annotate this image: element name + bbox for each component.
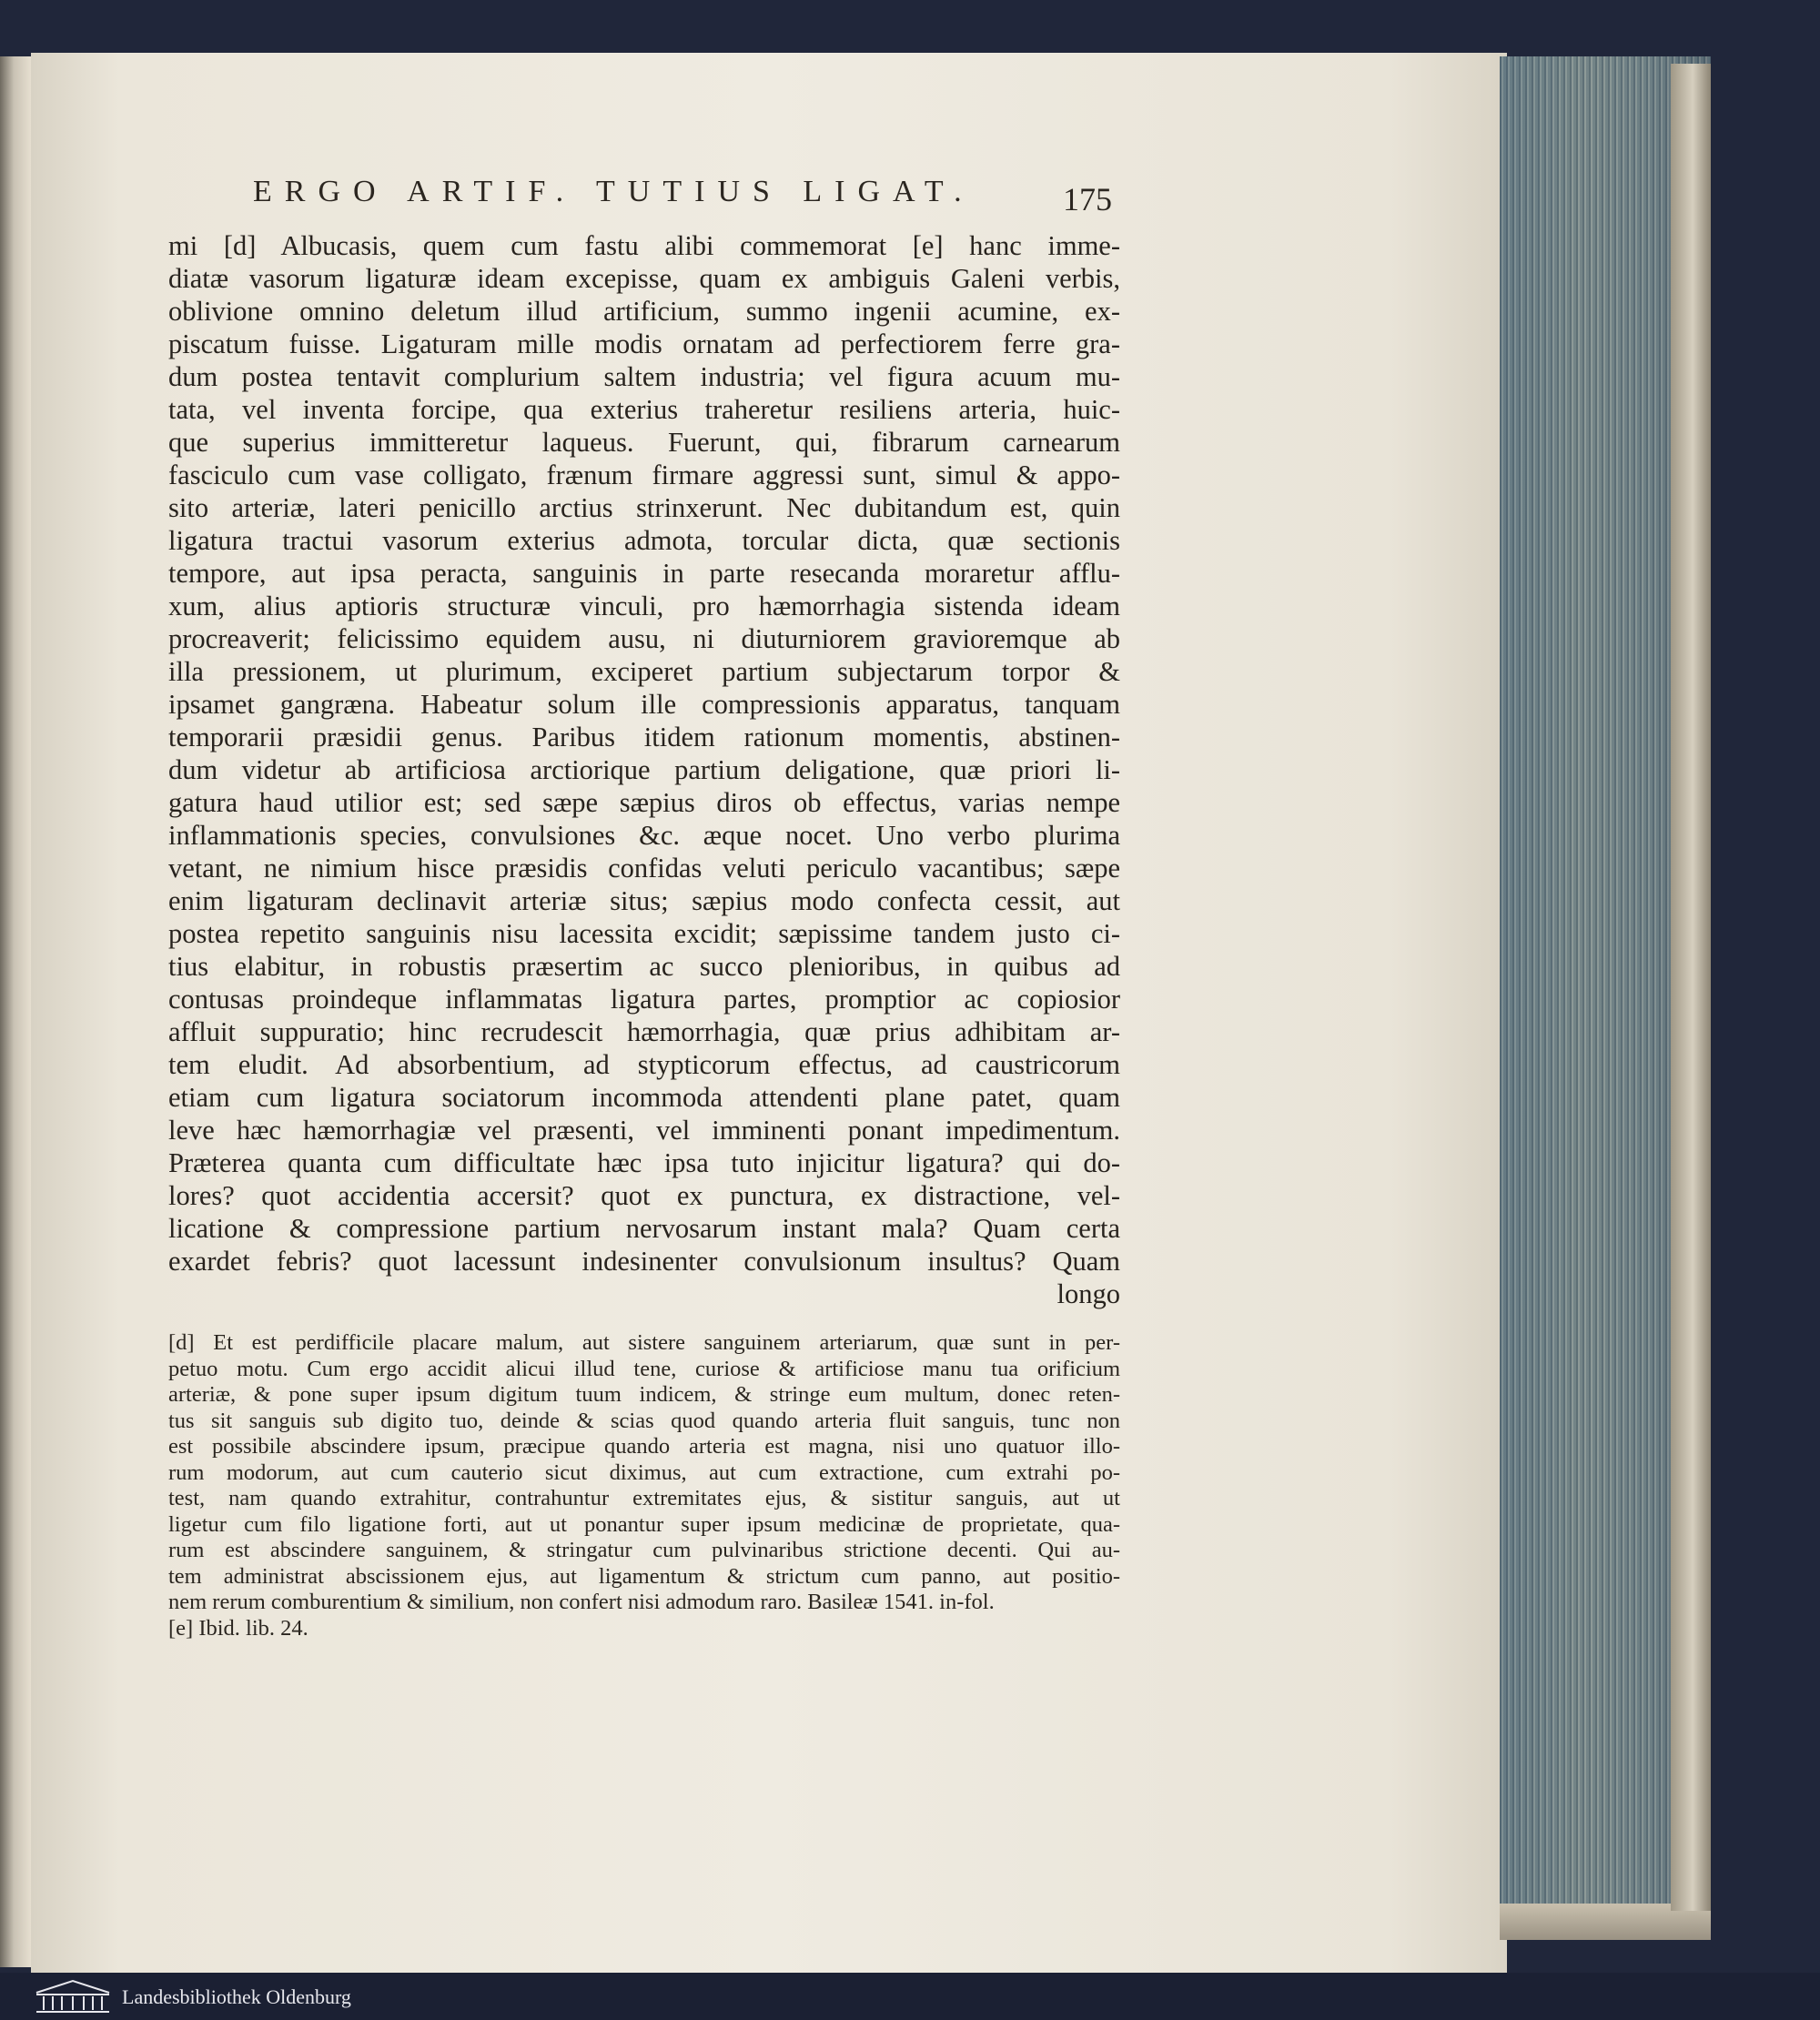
body-line: lores? quot accidentia accersit? quot ex punctura, ex distractione, vel- [168, 1180, 1120, 1211]
footnote-line: petuo motu. Cum ergo accidit alicui illud tene, curiose & artificiose manu tua orificium [168, 1356, 1120, 1381]
catchword: longo [1057, 1278, 1120, 1309]
footnote-line: rum est abscindere sanguinem, & stringatur cum pulvinaribus strictione decenti. Qui au- [168, 1538, 1120, 1562]
book-cover-edge [1671, 64, 1711, 1911]
body-line: ligatura tractui vasorum exterius admota, torcular dicta, quæ sectionis [168, 525, 1120, 556]
body-line: leve hæc hæmorrhagiæ vel præsenti, vel imminenti ponant impedimentum. [168, 1115, 1120, 1146]
body-line: tem eludit. Ad absorbentium, ad stypticorum effectus, ad caustricorum [168, 1049, 1120, 1080]
footnote-line: [d] Et est perdifficile placare malum, aut sistere sanguinem arteriarum, quæ sunt in per- [168, 1330, 1120, 1355]
body-line: gatura haud utilior est; sed sæpe sæpius diros ob effectus, varias nempe [168, 787, 1120, 818]
body-line: dum videtur ab artificiosa arctiorique partium deligatione, quæ priori li- [168, 754, 1120, 785]
body-line: affluit suppuratio; hinc recrudescit hæmorrhagia, quæ prius adhibitam ar- [168, 1016, 1120, 1047]
body-line: ipsamet gangræna. Habeatur solum ille compressionis apparatus, tanquam [168, 689, 1120, 720]
footnote-line: [e] Ibid. lib. 24. [168, 1615, 308, 1641]
body-line: tempore, aut ipsa peracta, sanguinis in parte resecanda moraretur afflu- [168, 558, 1120, 589]
page-number: 175 [1063, 181, 1112, 217]
body-line: etiam cum ligatura sociatorum incommoda attendenti plane patet, quam [168, 1082, 1120, 1113]
body-line: postea repetito sanguinis nisu lacessita excidit; sæpissime tandem justo ci- [168, 918, 1120, 949]
body-text [168, 229, 1120, 1310]
body-line: mi [d] Albucasis, quem cum fastu alibi commemorat [e] hanc imme- [168, 230, 1120, 261]
running-head: ERGO ARTIF. TUTIUS LIGAT. [253, 175, 975, 208]
library-name: Landesbibliothek Oldenburg [122, 1985, 351, 2008]
footnote-line: test, nam quando extrahitur, contrahuntur extremitates ejus, & sistitur sanguis, aut ut [168, 1486, 1120, 1510]
body-line: fasciculo cum vase colligato, frænum firmare aggressi sunt, simul & appo- [168, 460, 1120, 490]
body-line: licatione & compressione partium nervosarum instant mala? Quam certa [168, 1213, 1120, 1244]
footnote-line: nem rerum comburentium & similium, non confert nisi admodum raro. Basileæ 1541. in-fol. [168, 1590, 995, 1614]
body-line: diatæ vasorum ligaturæ ideam excepisse, quam ex ambiguis Galeni verbis, [168, 263, 1120, 294]
footnote-line: ligetur cum filo ligatione forti, aut ut ponantur super ipsum medicinæ de proprietate, qua- [168, 1511, 1120, 1537]
body-line: procreaverit; felicissimo equidem ausu, ni diuturniorem gravioremque ab [168, 623, 1120, 654]
body-line: tata, vel inventa forcipe, qua exterius traheretur resiliens arteria, huic- [168, 394, 1120, 425]
footnote-line: arteriæ, & pone super ipsum digitum tuum indicem, & stringe eum multum, donec reten- [168, 1382, 1120, 1407]
body-line: contusas proindeque inflammatas ligatura partes, promptior ac copiosior [168, 984, 1120, 1015]
library-building-logo-icon [33, 1978, 113, 2015]
body-line: inflammationis species, convulsiones &c. æque nocet. Uno verbo plurima [168, 820, 1120, 851]
body-line: Præterea quanta cum difficultate hæc ipsa tuto injicitur ligatura? qui do- [168, 1147, 1120, 1178]
body-line: piscatum fuisse. Ligaturam mille modis ornatam ad perfectiorem ferre gra- [168, 328, 1120, 359]
body-line: dum postea tentavit complurium saltem industria; vel figura acuum mu- [168, 361, 1120, 392]
footnote-line: tus sit sanguis sub digito tuo, deinde & scias quod quando arteria fluit sanguis, tunc non [168, 1408, 1120, 1433]
left-page-edge [0, 56, 31, 1967]
body-line: tius elabitur, in robustis præsertim ac succo plenioribus, in quibus ad [168, 951, 1120, 982]
footnote-line: est possibile abscindere ipsum, præcipue quando arteria est magna, nisi uno quatuor illo- [168, 1434, 1120, 1459]
body-line: sito arteriæ, lateri penicillo arctius strinxerunt. Nec dubitandum est, quin [168, 492, 1120, 523]
body-line: exardet febris? quot lacessunt indesinenter convulsionum insultus? Quam [168, 1246, 1120, 1277]
body-line: temporarii præsidii genus. Paribus itidem rationum momentis, abstinen- [168, 722, 1120, 752]
body-line: illa pressionem, ut plurimum, exciperet partium subjectarum torpor & [168, 656, 1120, 687]
footnote-line: rum modorum, aut cum cauterio sicut diximus, aut cum extractione, cum extrahi po- [168, 1459, 1120, 1485]
footnote-line: tem administrat abscissionem ejus, aut ligamentum & strictum cum panno, aut positio- [168, 1563, 1120, 1589]
footnotes [168, 1330, 1120, 1641]
body-line: oblivione omnino deletum illud artificium, summo ingenii acumine, ex- [168, 296, 1120, 327]
body-line: enim ligaturam declinavit arteriæ situs; sæpius modo confecta cessit, aut [168, 885, 1120, 916]
body-line: vetant, ne nimium hisce præsidis confidas veluti periculo vacantibus; sæpe [168, 853, 1120, 884]
body-line: xum, alius aptioris structuræ vinculi, pro hæmorrhagia sistenda ideam [168, 591, 1120, 621]
body-line: que superius immitteretur laqueus. Fuerunt, qui, fibrarum carnearum [168, 427, 1120, 458]
